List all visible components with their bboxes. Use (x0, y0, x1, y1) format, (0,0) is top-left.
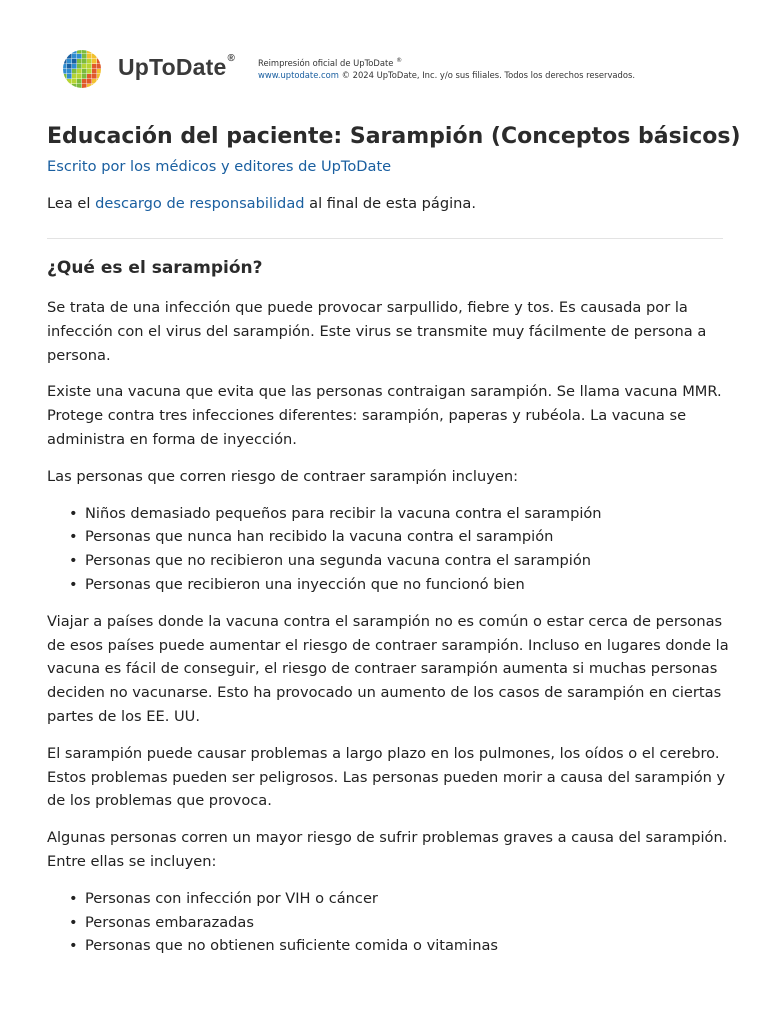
section-heading: ¿Qué es el sarampión? (47, 258, 263, 278)
paragraph: Se trata de una infección que puede provocar sarpullido, fiebre y tos. Es causada por la infección con el virus del sarampión. Este virus se transmite muy fácilmente de persona a persona. (47, 299, 707, 364)
article-body (47, 296, 737, 971)
reprint-notice: Reimpresión oficial de UpToDate ® www.uptodate.com © 2024 UpToDate, Inc. y/o sus filiales. Todos los derechos reservados. (258, 57, 636, 80)
paragraph: Viajar a países donde la vacuna contra el sarampión no es común o estar cerca de personas de esos países puede aumentar el riesgo de contraer sarampión. Incluso en lugares donde la vacuna es fácil de conseguir, el riesgo de contraer sarampión aumenta si muchas personas deciden no vacunarse. Esto ha provocado un aumento de los casos de sarampión en ciertas partes de los EE. UU. (47, 612, 729, 725)
high-risk-list (47, 887, 737, 958)
page-title: Educación del paciente: Sarampión (Conceptos básicos) (47, 124, 741, 149)
list-item: • Personas que no recibieron una segunda vacuna contra el sarampión (85, 549, 737, 573)
paragraph: Las personas que corren riesgo de contraer sarampión incluyen: (47, 467, 518, 485)
paragraph: Algunas personas corren un mayor riesgo de sufrir problemas graves a causa del sarampión. Entre ellas se incluyen: (47, 829, 728, 870)
page-header (62, 49, 722, 89)
uptodate-site-link[interactable]: www.uptodate.com (258, 69, 339, 80)
section-divider (47, 238, 723, 239)
list-item: • Personas que recibieron una inyección que no funcionó bien (85, 573, 737, 597)
paragraph: El sarampión puede causar problemas a largo plazo en los pulmones, los oídos o el cerebro. Estos problemas pueden ser peligrosos. Las personas pueden morir a causa del sarampión y de los problemas que provoca. (47, 744, 726, 810)
risk-list (47, 502, 737, 597)
list-item: • Personas embarazadas (85, 911, 737, 935)
disclaimer-link[interactable]: descargo de responsabilidad (95, 195, 305, 212)
author-byline-link[interactable]: Escrito por los médicos y editores de UpToDate (47, 158, 392, 175)
list-item: • Personas con infección por VIH o cáncer (85, 887, 737, 911)
list-item: • Personas que no obtienen suficiente comida o vitaminas (85, 934, 737, 958)
copyright-text: © 2024 UpToDate, Inc. y/o sus filiales. Todos los derechos reservados. (341, 69, 636, 80)
paragraph: Existe una vacuna que evita que las personas contraigan sarampión. Se llama vacuna MMR. Protege contra tres infecciones diferentes: sarampión, paperas y rubéola. La vacuna se administra en forma de inyección. (47, 383, 722, 448)
list-item: • Personas que nunca han recibido la vacuna contra el sarampión (85, 525, 737, 549)
uptodate-logo-text: UpToDate® (118, 53, 236, 80)
reprint-line: Reimpresión oficial de UpToDate (258, 57, 394, 68)
uptodate-logo-icon (62, 49, 102, 89)
list-item: • Niños demasiado pequeños para recibir la vacuna contra el sarampión (85, 502, 737, 526)
disclaimer-notice: Lea el descargo de responsabilidad al final de esta página. (47, 195, 477, 212)
